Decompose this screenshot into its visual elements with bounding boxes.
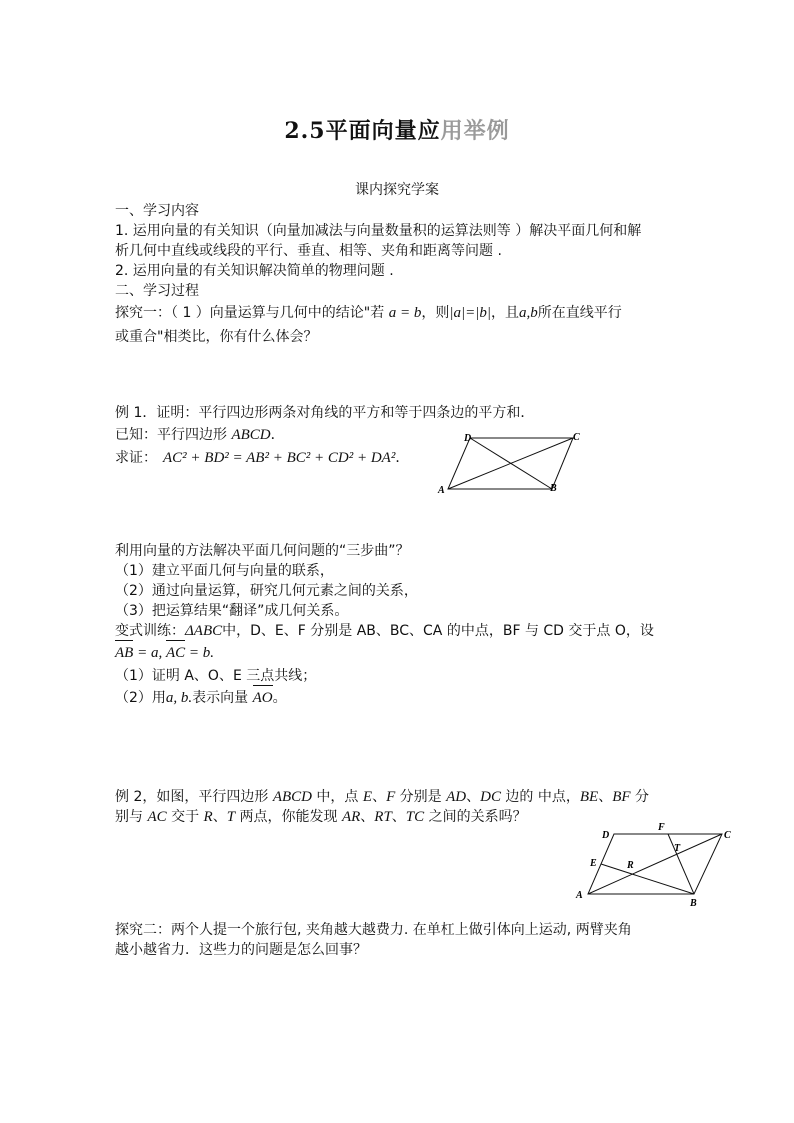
parallelogram-diagram-2 [570, 818, 740, 910]
example1-given-prefix: 已知：平行四边形 [115, 427, 232, 443]
three-steps-step3: （3）把运算结果“翻译”成几何关系。 [115, 603, 349, 619]
ex2-l2-g: 之间的关系吗？ [424, 809, 527, 825]
three-steps-step2: （2）通过向量运算，研究几何元素之间的关系， [115, 583, 418, 599]
variant-q2-suffix: 。 [272, 690, 287, 706]
vector-ab: AB [115, 645, 134, 661]
segment-bf [668, 834, 694, 894]
ex2-l1-v1: ABCD [272, 789, 312, 805]
variant-q2-mid: 表示向量 [192, 690, 253, 706]
section1-item1-line1: 1. 运用向量的有关知识（向量加减法与向量数量积的运算法则等 ）解决平面几何和解 [115, 223, 642, 239]
explore1-abs-eq: |a|=|b| [449, 305, 491, 321]
explore2-line2: 越小越省力．这些力的问题是怎么回事？ [115, 942, 367, 958]
ex2-l2-v1: AC [147, 809, 167, 825]
explore1-ab: a,b [518, 305, 538, 321]
label-a: A [438, 485, 445, 496]
label2-a: A [576, 890, 583, 901]
explore1-prefix: 探究一：（ 1 ）向量运算与几何中的结论"若 [115, 305, 389, 321]
ex2-l1-e: 、 [466, 789, 481, 805]
section2-heading: 二、学习过程 [115, 283, 199, 299]
three-steps-step1: （1）建立平面几何与向量的联系， [115, 563, 334, 579]
ex2-l2-d: 两点，你能发现 [235, 809, 342, 825]
diagonal-ac-2 [588, 834, 722, 894]
example1-given-var: ABCD [231, 427, 271, 443]
ex2-l1-v4: AD [446, 789, 467, 805]
label-d: D [464, 433, 472, 444]
ex2-l1-v2: E [362, 789, 373, 805]
variant-triangle: ΔABC [185, 623, 223, 639]
example1-prove-prefix: 求证： [115, 450, 157, 466]
ex2-l2-b: 交于 [166, 809, 204, 825]
ex2-l1-a: 例 2，如图，平行四边形 [115, 789, 273, 805]
ex2-l2-c: 、 [212, 809, 227, 825]
ex2-l2-f: 、 [391, 809, 406, 825]
section1-item1-line2: 析几何中直线或线段的平行、垂直、相等、夹角和距离等问题 . [115, 243, 502, 259]
example1-prove [115, 448, 409, 468]
variant-q2-prefix: （2）用 [115, 690, 166, 706]
ex2-l2-a: 别与 [115, 809, 148, 825]
variant-q2 [115, 688, 287, 708]
parallelogram-diagram-1 [436, 425, 586, 497]
ex2-l1-b: 中，点 [311, 789, 363, 805]
ex2-l1-d: 分别是 [395, 789, 447, 805]
label2-e: E [590, 858, 597, 869]
ex2-l1-h: 分 [630, 789, 649, 805]
example1-given [115, 425, 285, 445]
example1-statement: 例 1．证明：平行四边形两条对角线的平方和等于四条边的平方和． [115, 405, 535, 421]
example2-line2 [115, 807, 527, 827]
diagonal-bd [470, 438, 552, 489]
example2-line1 [115, 787, 649, 807]
ex2-l2-v6: TC [405, 809, 425, 825]
label-c: C [573, 432, 580, 443]
ex2-l1-c: 、 [372, 789, 387, 805]
explore1-suffix: 所在直线平行 [537, 305, 622, 321]
variant-q1: （1）证明 A、O、E 三点共线； [115, 668, 317, 684]
example1-prove-eq: AC² + BD² = AB² + BC² + CD² + DA² [163, 450, 396, 466]
variant-eq1: = a, [133, 645, 166, 661]
page-title [0, 114, 794, 145]
ex2-l2-v5: RT [374, 809, 392, 825]
ex2-l2-v3: T [226, 809, 236, 825]
ex2-l1-v6: BE [579, 789, 599, 805]
variant-line2 [115, 643, 214, 663]
ex2-l1-v3: F [386, 789, 396, 805]
title-faded: 用举例 [440, 118, 510, 144]
vector-ao: AO [252, 690, 273, 706]
segment-be [601, 864, 694, 894]
explore1-line2: 或重合"相类比，你有什么体会？ [115, 329, 318, 345]
label2-c: C [724, 830, 731, 841]
explore1-line1 [115, 303, 622, 323]
label2-f: F [658, 822, 665, 833]
ex2-l2-v2: R [203, 809, 213, 825]
three-steps-heading: 利用向量的方法解决平面几何问题的“三步曲”？ [115, 543, 410, 559]
explore1-eq: a = b [388, 305, 422, 321]
explore2-line1: 探究二：两个人提一个旅行包, 夹角越大越费力. 在单杠上做引体向上运动, 两臂夹角 [115, 922, 632, 938]
variant-eq2: = b. [185, 645, 214, 661]
section1-heading: 一、学习内容 [115, 203, 199, 219]
example1-given-suffix: ． [270, 427, 285, 443]
variant-prefix: 变式训练： [115, 623, 185, 639]
label2-d: D [602, 830, 610, 841]
label2-r: R [627, 860, 634, 871]
title-main: 2.5平面向量应 [284, 118, 441, 144]
variant-q2-ab: a, b. [165, 690, 193, 706]
variant-text: 中，D、E、F 分别是 AB、BC、CA 的中点，BF 与 CD 交于点 O，设 [222, 623, 654, 639]
vector-ac: AC [165, 645, 186, 661]
ex2-l1-v5: DC [480, 789, 501, 805]
ex2-l2-e: 、 [360, 809, 375, 825]
label2-b: B [690, 898, 697, 909]
label-b: B [550, 483, 557, 494]
section1-item2: 2. 运用向量的有关知识解决简单的物理问题 . [115, 263, 394, 279]
ex2-l2-v4: AR [341, 809, 361, 825]
ex2-l1-v7: BF [612, 789, 631, 805]
subtitle: 课内探究学案 [355, 182, 439, 198]
ex2-l1-f: 边的 中点， [500, 789, 580, 805]
ex2-l1-g: 、 [598, 789, 613, 805]
example1-prove-suffix: ． [395, 450, 410, 466]
label2-t: T [674, 843, 681, 854]
explore1-mid1: ，则 [421, 305, 450, 321]
variant-line1 [115, 621, 654, 641]
explore1-mid2: ，且 [490, 305, 519, 321]
